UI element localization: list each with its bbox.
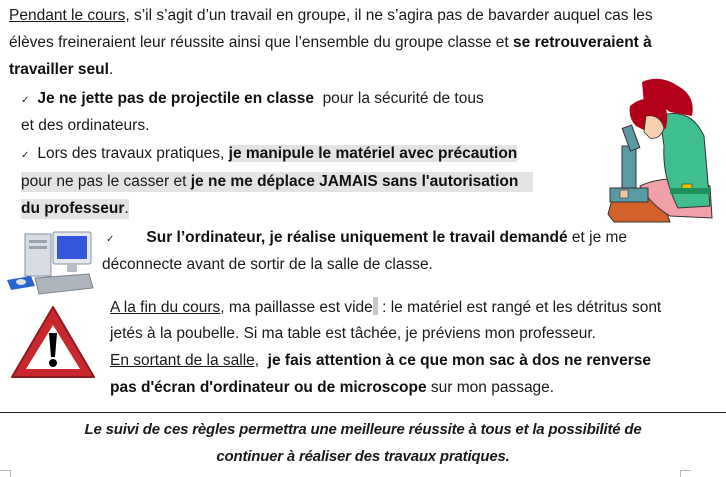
bullet-materiel-line-3 bbox=[21, 199, 129, 219]
underlined-lead: En sortant de la salle, bbox=[110, 352, 260, 369]
bullet-materiel bbox=[21, 144, 517, 166]
paragraph-intro-line-1 bbox=[9, 6, 653, 26]
paragraph-intro-line-3 bbox=[9, 60, 113, 80]
bullet-projectile bbox=[21, 89, 484, 111]
text: et je me bbox=[567, 229, 628, 246]
text: pour ne pas le casser et bbox=[21, 173, 191, 190]
bold-text: du professeur bbox=[21, 200, 125, 217]
bullet-projectile-line-2 bbox=[21, 116, 149, 136]
footer-line-2: continuer à réaliser des travaux pratiques. bbox=[216, 448, 510, 465]
checkmark-icon: ✓ bbox=[21, 95, 30, 106]
text: : le matériel est rangé et les détritus sont bbox=[377, 299, 662, 316]
warning-icon bbox=[8, 303, 98, 381]
paragraph-fin-cours-line-1 bbox=[110, 297, 661, 318]
text: s’il s’agit d’un travail en groupe, il ne s’agira pas de bavarder auquel cas les bbox=[129, 7, 653, 24]
bullet-ordinateur bbox=[106, 228, 627, 250]
underlined-lead: Pendant le cours, bbox=[9, 7, 130, 24]
text: jetés à la poubelle. Si ma table est tâchée, je préviens mon professeur. bbox=[110, 325, 596, 342]
bullet-ordinateur-line-2 bbox=[102, 255, 433, 275]
text: . bbox=[124, 200, 129, 217]
paragraph-intro-line-2 bbox=[9, 33, 652, 53]
text: . bbox=[108, 61, 114, 78]
bullet-materiel-line-2 bbox=[21, 172, 533, 192]
bold-text: je ne me déplace JAMAIS sans l'autorisation bbox=[190, 173, 519, 190]
bold-text: je fais attention à ce que mon sac à dos ne renverse bbox=[259, 352, 652, 369]
text: , ma paillasse est vide bbox=[220, 299, 373, 316]
text: élèves freineraient leur réussite ainsi que l’ensemble du groupe classe et bbox=[9, 34, 514, 51]
bold-text: se retrouveraient à bbox=[513, 34, 652, 51]
highlighted-bold-text: je manipule le matériel avec précaution bbox=[228, 145, 518, 162]
text: pour la sécurité de tous bbox=[313, 90, 484, 107]
paragraph-fin-cours-line-4 bbox=[110, 378, 554, 398]
paragraph-fin-cours-line-2 bbox=[110, 324, 596, 344]
paragraph-fin-cours-line-3 bbox=[110, 351, 651, 371]
underlined-lead: A la fin du cours bbox=[110, 299, 221, 316]
microscope-student-image bbox=[600, 76, 720, 224]
bold-text: travailler seul bbox=[9, 61, 109, 78]
horizontal-divider bbox=[0, 412, 726, 413]
bold-text: Sur l’ordinateur, je réalise uniquement le travail demandé bbox=[146, 229, 568, 246]
checkmark-icon: ✓ bbox=[106, 234, 115, 245]
bold-text: pas d'écran d'ordinateur ou de microscope bbox=[110, 379, 427, 396]
computer-image bbox=[5, 228, 95, 296]
footer-line-1: Le suivi de ces règles permettra une meilleure réussite à tous et la possibilité de bbox=[84, 421, 642, 438]
checkmark-icon: ✓ bbox=[21, 150, 30, 161]
text: Lors des travaux pratiques, bbox=[37, 145, 229, 162]
text: et des ordinateurs. bbox=[21, 117, 150, 134]
text: déconnecte avant de sortir de la salle de classe. bbox=[102, 256, 433, 273]
bold-text: Je ne jette pas de projectile en classe bbox=[37, 90, 314, 107]
text: sur mon passage. bbox=[426, 379, 555, 396]
